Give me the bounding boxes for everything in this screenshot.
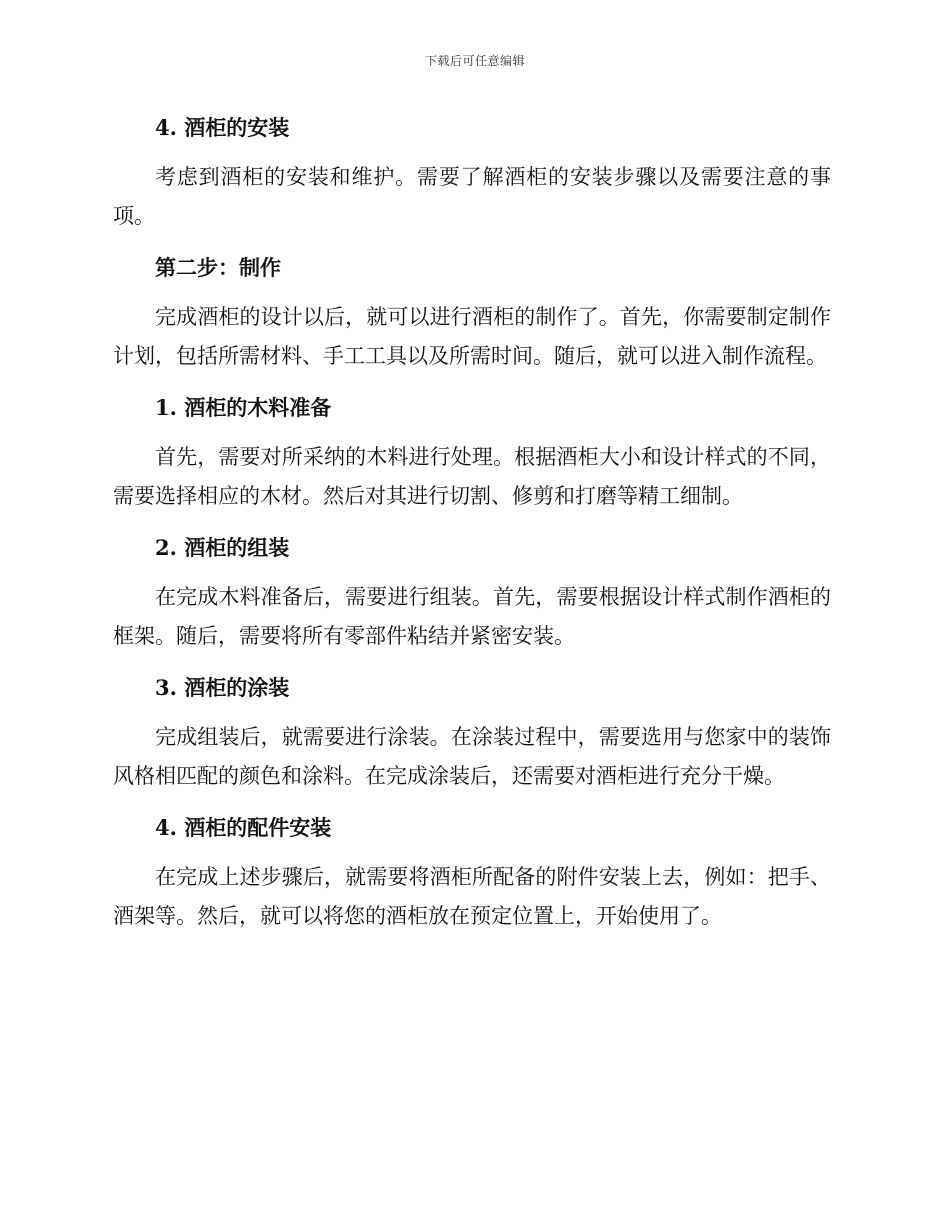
paragraph-coating: 完成组装后，就需要进行涂装。在涂装过程中，需要选用与您家中的装饰风格相匹配的颜色和涂料。在完成涂装后，还需要对酒柜进行充分干燥。 — [113, 725, 831, 788]
paragraph-step-two: 完成酒柜的设计以后，就可以进行酒柜的制作了。首先，你需要制定制作计划，包括所需材料、手工工具以及所需时间。随后，就可以进入制作流程。 — [113, 305, 831, 368]
paragraph-installation: 考虑到酒柜的安装和维护。需要了解酒柜的安装步骤以及需要注意的事项。 — [113, 165, 831, 228]
section-heading-step-two: 第二步：制作 — [155, 255, 281, 280]
section-heading-accessories: 4. 酒柜的配件安装 — [155, 815, 332, 840]
paragraph-wood-prep: 首先，需要对所采纳的木料进行处理。根据酒柜大小和设计样式的不同，需要选择相应的木材。然后对其进行切割、修剪和打磨等精工细制。 — [113, 445, 831, 508]
section-heading-coating: 3. 酒柜的涂装 — [155, 675, 290, 700]
header-note: 下载后可任意编辑 — [424, 54, 525, 68]
paragraph-accessories: 在完成上述步骤后，就需要将酒柜所配备的附件安装上去，例如：把手、酒架等。然后，就可以将您的酒柜放在预定位置上，开始使用了。 — [113, 865, 831, 928]
section-heading-installation: 4. 酒柜的安装 — [155, 115, 290, 140]
document-body — [113, 110, 831, 950]
paragraph-assembly: 在完成木料准备后，需要进行组装。首先，需要根据设计样式制作酒柜的框架。随后，需要将所有零部件粘结并紧密安装。 — [113, 585, 831, 648]
section-heading-wood-prep: 1. 酒柜的木料准备 — [155, 395, 332, 420]
section-heading-assembly: 2. 酒柜的组装 — [155, 535, 290, 560]
